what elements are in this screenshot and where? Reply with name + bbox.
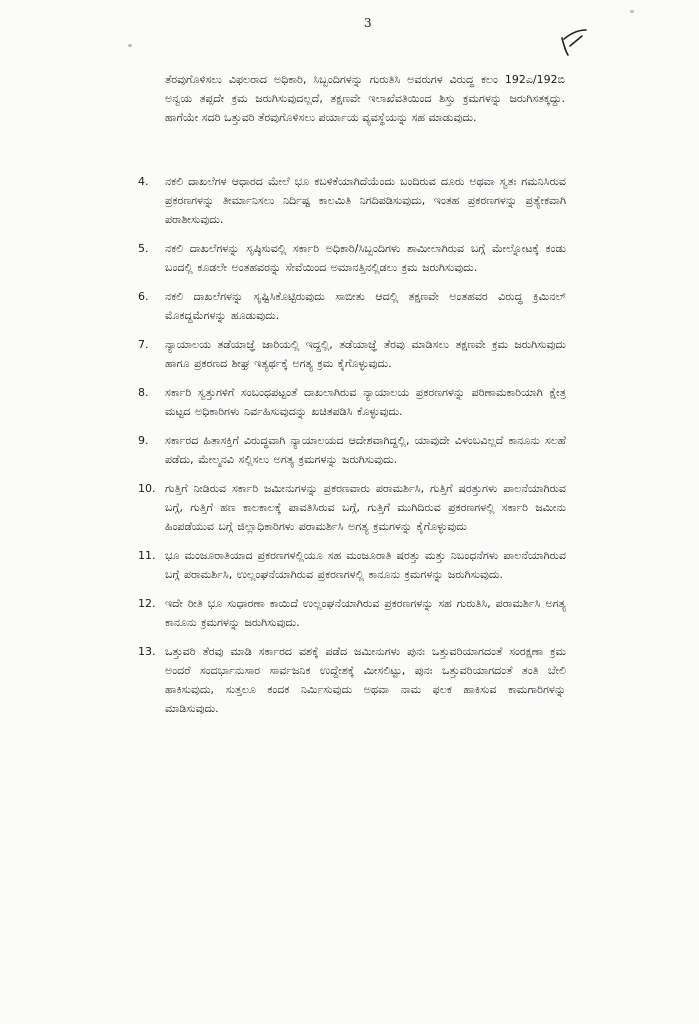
- item-number: 6.: [138, 290, 149, 303]
- list-item: [138, 172, 566, 229]
- list-item: [138, 642, 566, 718]
- item-number: 7.: [138, 338, 149, 351]
- list-item: [138, 383, 566, 421]
- item-text: ನಕಲಿ ದಾಖಲೆಗಳ ಆಧಾರದ ಮೇಲೆ ಭೂ ಕಬಳಿಕೆಯಾಗಿದೆಯೆಂದು ಬಂದಿರುವ ದೂರು ಅಥವಾ ಸ್ವತಃ ಗಮನಿಸಿರುವ ಪ್ರಕರಣಗಳನ್ನು ತೀರ್ಮಾನಿಸಲು ನಿರ್ದಿಷ್ಟ ಕಾಲಮಿತಿ ನಿಗದಿಪಡಿಸುವುದು, ಇಂತಹ ಪ್ರಕರಣಗಳನ್ನು ಪ್ರತ್ಯೇಕವಾಗಿ ಪರಾಶೀಸುವುದು.: [165, 175, 566, 226]
- handwritten-mark: [556, 24, 590, 58]
- item-number: 11.: [138, 549, 156, 562]
- list-item: [138, 431, 566, 469]
- scan-speck: [630, 10, 634, 13]
- item-text: ನಕಲಿ ದಾಖಲೆಗಳನ್ನು ಸೃಷ್ಠಿಸುವಲ್ಲಿ ಸರ್ಕಾರಿ ಅಧಿಕಾರಿ/ಸಿಬ್ಬಂದಿಗಳು ಶಾಮೀಲಾಗಿರುವ ಬಗ್ಗೆ ಮೇಲ್ನೋಟಕ್ಕೆ ಕಂಡು ಬಂದಲ್ಲಿ ಕೂಡಲೇ ಅಂತಹವರನ್ನು ಸೇವೆಯಿಂದ ಅಮಾನತ್ತಿನಲ್ಲಿಡಲು ಕ್ರಮ ಜರುಗಿಸುವುದು.: [165, 242, 566, 274]
- item-number: 13.: [138, 645, 156, 658]
- scan-speck: [128, 44, 132, 47]
- list-item: [138, 335, 566, 373]
- item-number: 12.: [138, 597, 156, 610]
- item-number: 4.: [138, 175, 149, 188]
- intro-paragraph: ತೆರವುಗೊಳಿಸಲು ವಿಫಲರಾದ ಅಧಿಕಾರಿ, ಸಿಬ್ಬಂದಿಗಳನ್ನು ಗುರುತಿಸಿ ಅವರುಗಳ ವಿರುದ್ಧ ಕಲಂ 192ಎ/192ಬಿ ಅನ್ವಯ ತಪ್ಪದೇ ಕ್ರಮ ಜರುಗಿಸುವುದಲ್ಲದೆ, ತಕ್ಷಣವೇ ಇಲಾಖೆವತಿಯಿಂದ ಶಿಸ್ತು ಕ್ರಮಗಳನ್ನು ಜರುಗಿಸತಕ್ಕದ್ದು. ಹಾಗೆಯೇ ಸದರಿ ಒತ್ತುವರಿ ತೆರವುಗೊಳಿಸಲು ಪರ್ಯಾಯ ವ್ಯವಸ್ಥೆಯನ್ನು ಸಹ ಮಾಡುವುದು.: [165, 73, 565, 124]
- item-number: 9.: [138, 434, 149, 447]
- list-item: [138, 479, 566, 536]
- numbered-list: [138, 172, 566, 728]
- item-number: 8.: [138, 386, 149, 399]
- item-text: ಸರ್ಕಾರದ ಹಿತಾಸಕ್ತಿಗೆ ವಿರುದ್ಧವಾಗಿ ನ್ಯಾಯಾಲಯದ ಆದೇಶವಾಗಿದ್ದಲ್ಲಿ, ಯಾವುದೇ ವಿಳಂಬವಿಲ್ಲದೆ ಕಾನೂನು ಸಲಹೆ ಪಡೆದು, ಮೇಲ್ಮನವಿ ಸಲ್ಲಿಸಲು ಅಗತ್ಯ ಕ್ರಮಗಳನ್ನು ಜರುಗಿಸುವುದು.: [165, 434, 566, 466]
- list-item: [138, 594, 566, 632]
- item-text: ಗುತ್ತಿಗೆ ನೀಡಿರುವ ಸರ್ಕಾರಿ ಜಮೀನುಗಳನ್ನು ಪ್ರಕರಣವಾರು ಪರಾಮರ್ಶಿಸಿ, ಗುತ್ತಿಗೆ ಷರತ್ತುಗಳು ಪಾಲನೆಯಾಗಿರುವ ಬಗ್ಗೆ, ಗುತ್ತಿಗೆ ಹಣ ಕಾಲಕಾಲಕ್ಕೆ ಪಾವತಿಸಿರುವ ಬಗ್ಗೆ, ಗುತ್ತಿಗೆ ಮುಗಿದಿರುವ ಪ್ರಕರಣಗಳಲ್ಲಿ ಸರ್ಕಾರಿ ಜಮೀನು ಹಿಂಪಡೆಯುವ ಬಗ್ಗೆ ಜಿಲ್ಲಾಧಿಕಾರಿಗಳು ಪರಾಮರ್ಶಿಸಿ ಅಗತ್ಯ ಕ್ರಮಗಳನ್ನು ಕೈಗೊಳ್ಳುವುದು: [165, 482, 566, 533]
- item-text: ನಕಲಿ ದಾಖಲೆಗಳನ್ನು ಸೃಷ್ಟಿಸಿಕೊಟ್ಟಿರುವುದು ಸಾಬೀತು ಆದಲ್ಲಿ ತಕ್ಷಣವೇ ಅಂತಹವರ ವಿರುದ್ಧ ಕ್ರಿಮಿನಲ್ ಮೊಕದ್ದಮೆಗಳನ್ನು ಹೂಡುವುದು.: [165, 290, 566, 322]
- list-item: [138, 287, 566, 325]
- list-item: [138, 239, 566, 277]
- item-text: ಇದೇ ರೀತಿ ಭೂ ಸುಧಾರಣಾ ಕಾಯಿದೆ ಉಲ್ಲಂಘನೆಯಾಗಿರುವ ಪ್ರಕರಣಗಳನ್ನು ಸಹ ಗುರುತಿಸಿ, ಪರಾಮರ್ಶಿಸಿ ಅಗತ್ಯ ಕಾನೂನು ಕ್ರಮಗಳನ್ನು ಜರುಗಿಸುವುದು.: [165, 597, 566, 629]
- item-number: 5.: [138, 242, 149, 255]
- item-text: ಒತ್ತುವರಿ ತೆರವು ಮಾಡಿ ಸರ್ಕಾರದ ವಶಕ್ಕೆ ಪಡೆದ ಜಮೀನುಗಳು ಪುನಃ ಒತ್ತುವರಿಯಾಗದಂತೆ ಸಂರಕ್ಷಣಾ ಕ್ರಮ ಅಂದರೆ ಸಂದರ್ಭಾನುಸಾರ ಸಾರ್ವಜನಿಕ ಉದ್ದೇಶಕ್ಕೆ ಮೀಸಲಿಟ್ಟು, ಪುನಃ ಒತ್ತುವರಿಯಾಗದಂತೆ ತಂತಿ ಬೇಲಿ ಹಾಕಿಸುವುದು, ಸುತ್ತಲೂ ಕಂದಕ ನಿರ್ಮಿಸುವುದು ಅಥವಾ ನಾಮ ಫಲಕ ಹಾಕಿಸುವ ಕಾಮಗಾರಿಗಳನ್ನು ಮಾಡಿಸುವುದು.: [165, 645, 566, 715]
- item-number: 10.: [138, 482, 156, 495]
- item-text: ನ್ಯಾಯಾಲಯ ತಡೆಯಾಜ್ಞೆ ಜಾರಿಯಲ್ಲಿ ಇದ್ದಲ್ಲಿ, ತಡೆಯಾಜ್ಞೆ ತೆರವು ಮಾಡಿಸಲು ತಕ್ಷಣವೇ ಕ್ರಮ ಜರುಗಿಸುವುದು ಹಾಗೂ ಪ್ರಕರಣದ ಶೀಘ್ರ ಇತ್ಯರ್ಥಕ್ಕೆ ಅಗತ್ಯ ಕ್ರಮ ಕೈಗೊಳ್ಳುವುದು.: [165, 338, 566, 370]
- item-text: ಭೂ ಮಂಜೂರಾತಿಯಾದ ಪ್ರಕರಣಗಳಲ್ಲಿಯೂ ಸಹ ಮಂಜೂರಾತಿ ಷರತ್ತು ಮತ್ತು ನಿಬಂಧನೆಗಳು ಪಾಲನೆಯಾಗಿರುವ ಬಗ್ಗೆ ಪರಾಮರ್ಶಿಸಿ, ಉಲ್ಲಂಘನೆಯಾಗಿರುವ ಪ್ರಕರಣಗಳಲ್ಲಿ ಕಾನೂನು ಕ್ರಮಗಳನ್ನು ಜರುಗಿಸುವುದು.: [165, 549, 566, 581]
- item-text: ಸರ್ಕಾರಿ ಸ್ವತ್ತುಗಳಿಗೆ ಸಂಬಂಧಪಟ್ಟಂತೆ ದಾಖಲಾಗಿರುವ ನ್ಯಾಯಾಲಯ ಪ್ರಕರಣಗಳನ್ನು ಪರಿಣಾಮಕಾರಿಯಾಗಿ ಕ್ಷೇತ್ರ ಮಟ್ಟದ ಅಧಿಕಾರಿಗಳು ನಿರ್ವಹಿಸುವುದನ್ನು ಖಚಿತಪಡಿಸಿ ಕೊಳ್ಳುವುದು.: [165, 386, 566, 418]
- list-item: [138, 546, 566, 584]
- page-number: 3: [364, 16, 372, 30]
